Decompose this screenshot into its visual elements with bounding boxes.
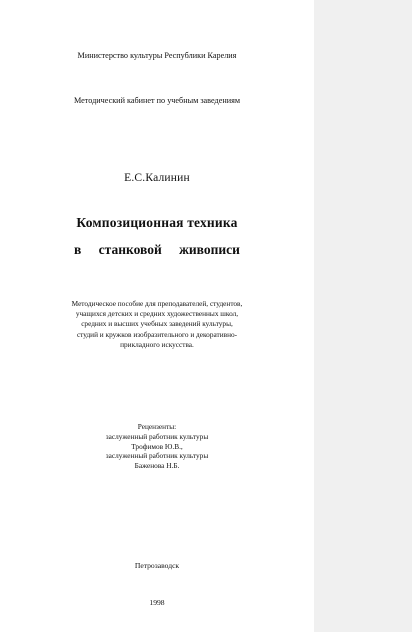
reviewer-2-name: Баженова Н.Б. xyxy=(134,461,180,471)
title-line-2: в станковой живописи xyxy=(74,242,240,257)
description-line: студий и кружков изобразительного и декоративно- xyxy=(76,329,238,339)
description-line: Методическое пособие для преподавателей, студентов, xyxy=(71,299,243,308)
description-line: учащихся детских и средних художественных школ, xyxy=(75,309,239,319)
author-name: Е.С.Калинин xyxy=(124,172,190,184)
reviewers-heading: Рецензенты: xyxy=(137,422,177,431)
description-line: средних и высших учебных заведений культуры, xyxy=(81,319,233,329)
ministry-line: Министерство культуры Республики Карелия xyxy=(77,51,237,60)
description-line: прикладного искусства. xyxy=(120,339,194,349)
viewer-background-margin xyxy=(314,0,412,632)
publication-year: 1998 xyxy=(149,598,165,607)
title-line-1: Композиционная техника xyxy=(76,215,238,230)
reviewer-2-role: заслуженный работник культуры xyxy=(105,451,209,461)
cabinet-line: Методический кабинет по учебным заведениям xyxy=(73,96,241,105)
publication-city: Петрозаводск xyxy=(134,561,180,570)
reviewer-1-role: заслуженный работник культуры xyxy=(105,431,209,441)
reviewers-block xyxy=(0,422,314,471)
reviewer-1-name: Трофимов Ю.В., xyxy=(131,441,183,451)
description-block xyxy=(0,299,314,350)
